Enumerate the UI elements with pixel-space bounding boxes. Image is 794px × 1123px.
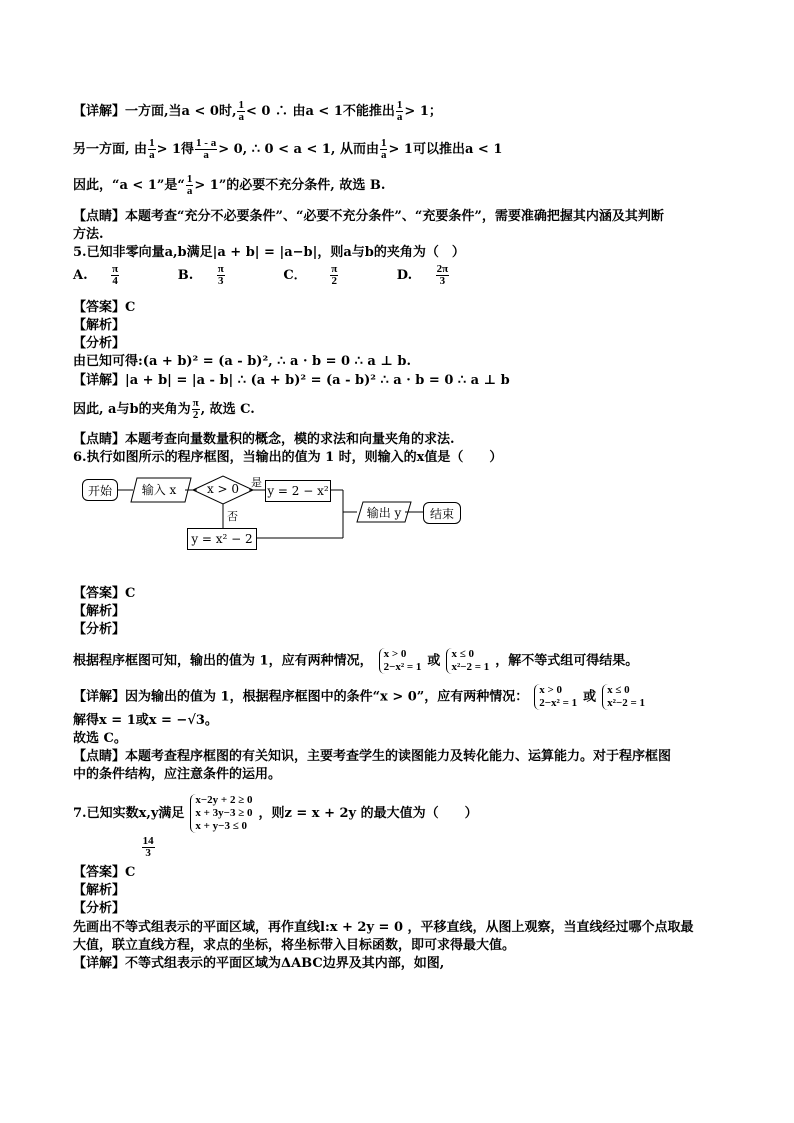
text: 或 (427, 653, 441, 669)
option-a: A. $\frac{\pi}{4}$ (73, 263, 119, 287)
fraction: $\frac{1 - a}{a}$ (196, 137, 217, 161)
q7-analysis: 先画出不等式组表示的平面区域，再作直线l:x + 2y = 0 ，平移直线，从图上观察，当直线经过哪个点取最 (73, 920, 694, 935)
formula-2-node: y = x² − 2 (187, 528, 257, 550)
yes-label: 是 (251, 476, 262, 489)
text: 【详解】因为输出的值为 1，根据程序框图中的条件“x > 0”，应有两种情况： (73, 689, 529, 705)
input-node: 输入 x (141, 482, 177, 497)
analysis-label: 【解析】 (73, 318, 126, 333)
option-c: C． $\frac{\pi}{2}$ (283, 263, 338, 287)
text: 另一方面, 由 (73, 142, 148, 157)
q5-options (73, 264, 503, 287)
flowchart (73, 472, 493, 552)
system-1: x > 0 2−x² = 1 (379, 648, 422, 674)
condition-node: x > 0 (206, 482, 240, 496)
q7-detail: 【详解】不等式组表示的平面区域为ΔABC边界及其内部，如图, (73, 956, 445, 971)
q7-analysis: 大值，联立直线方程，求点的坐标，将坐标带入目标函数，即可求得最大值。 (73, 938, 516, 953)
system-2: x ≤ 0 x²−2 = 1 (446, 648, 489, 674)
formula-1-node: y = 2 − x² (265, 480, 331, 502)
system-1: x > 0 2−x² = 1 (534, 684, 577, 710)
output-node: 输出 y (366, 505, 402, 520)
text: > 1可以推出a < 1 (388, 142, 503, 157)
analysis-label: 【解析】 (73, 883, 126, 898)
text: 或 (583, 689, 597, 705)
option-d: D. $\frac{2\pi}{3}$ (396, 263, 449, 287)
text: 【详解】一方面,当a < 0时, (73, 104, 237, 119)
question-6: 6.执行如图所示的程序框图，当输出的值为 1 时，则输入的x值是（ ） (73, 450, 503, 465)
detail-line-1 (73, 100, 442, 123)
text: < 0 ∴ 由a < 1不能推出 (245, 104, 395, 119)
answer: 【答案】C (73, 865, 136, 880)
q6-note: 中的条件结构，应注意条件的运用。 (73, 767, 282, 782)
q6-note: 【点睛】本题考查程序框图的有关知识，主要考查学生的读图能力及转化能力、运算能力。对于程序框图 (73, 749, 672, 764)
question-7 (73, 794, 478, 833)
question-5: 5.已知非零向量a,b满足|a + b| = |a−b|，则a与b的夹角为（ ） (73, 245, 465, 260)
fraction: $\frac{1}{a}$ (238, 99, 244, 123)
q6-choice: 故选 C。 (73, 731, 127, 746)
text: 因此，“a < 1”是“ (73, 178, 185, 193)
fraction: $\frac{\pi}{2}$ (192, 397, 199, 421)
fraction: $\frac{1}{a}$ (149, 137, 155, 161)
start-node: 开始 (82, 479, 118, 501)
q7-options (73, 836, 231, 859)
detail-line-3 (73, 174, 385, 197)
text: 7.已知实数x,y满足 (73, 806, 185, 821)
answer: 【答案】C (73, 586, 136, 601)
q6-analysis (73, 648, 638, 674)
q6-solution: 解得x = 1或x = −√3。 (73, 713, 218, 728)
no-label: 否 (227, 510, 238, 523)
q6-options (73, 567, 159, 585)
answer: 【答案】C (73, 300, 136, 315)
detail-line-2 (73, 138, 502, 161)
analysis-label: 【分析】 (73, 901, 126, 916)
text: , 故选 C. (200, 402, 255, 417)
text: ，则z = x + 2y 的最大值为（ ） (258, 806, 478, 821)
text: 因此, a与b的夹角为 (73, 402, 191, 417)
text: > 0, ∴ 0 < a < 1, 从而由 (218, 142, 379, 157)
analysis-label: 【分析】 (73, 336, 126, 351)
text: > 1； (404, 104, 442, 119)
analysis-label: 【解析】 (73, 604, 126, 619)
q5-detail: 【详解】|a + b| = |a - b| ∴ (a + b)² = (a - b)² ∴ a · b = 0 ∴ a ⊥ b (73, 373, 510, 388)
note-line: 方法. (73, 227, 104, 242)
q5-analysis: 由已知可得:(a + b)² = (a - b)², ∴ a · b = 0 ∴ a ⊥ b. (73, 354, 411, 369)
q5-note: 【点睛】本题考查向量数量积的概念，模的求法和向量夹角的求法. (73, 432, 455, 447)
fraction: $\frac{1}{a}$ (186, 173, 193, 197)
option-b: B. $\frac{\pi}{3}$ (177, 263, 224, 287)
text: 根据程序框图可知，输出的值为 1，应有两种情况， (73, 653, 373, 669)
system-2: x ≤ 0 x²−2 = 1 (602, 684, 645, 710)
note-line: 【点睛】本题考查“充分不必要条件”、“必要不充分条件”、“充要条件”，需要准确把握其内涵及其判断 (73, 209, 664, 224)
fraction: $\frac{1}{a}$ (380, 137, 387, 161)
option-c: $\frac{14}{3}$ (142, 835, 154, 859)
text: > 1”的必要不充分条件, 故选 B. (194, 178, 386, 193)
system-3: x−2y + 2 ≥ 0 x + 3y−3 ≥ 0 x + y−3 ≤ 0 (190, 794, 252, 833)
fraction: $\frac{1}{a}$ (396, 99, 403, 123)
q5-conclusion (73, 398, 255, 421)
end-node: 结束 (423, 502, 461, 524)
analysis-label: 【分析】 (73, 622, 126, 637)
text: > 1得 (156, 142, 195, 157)
q6-detail (73, 684, 651, 710)
text: ，解不等式组可得结果。 (495, 653, 639, 669)
